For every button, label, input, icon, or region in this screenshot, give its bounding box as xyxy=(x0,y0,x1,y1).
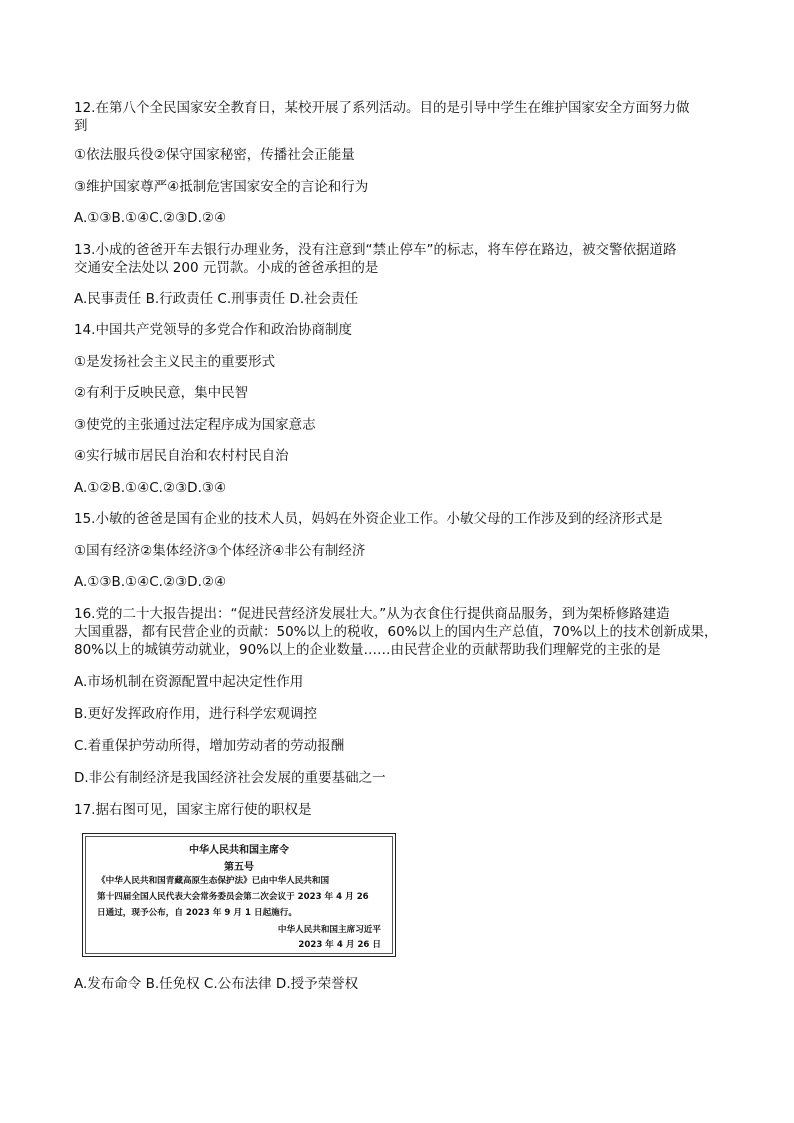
decree-body-line-3: 日通过，现予公布，自 2023 年 9 月 1 日起施行。 xyxy=(97,908,297,918)
q12-stem-line-2: 到 xyxy=(74,118,88,134)
q15-stem: 15.小敏的爸爸是国有企业的技术人员，妈妈在外资企业工作。小敏父母的工作涉及到的经济形式是 xyxy=(74,511,663,527)
q14-option-4: ④实行城市居民自治和农村村民自治 xyxy=(74,448,289,464)
q16-option-b: B.更好发挥政府作用，进行科学宏观调控 xyxy=(74,706,318,722)
decree-date: 2023 年 4 月 26 日 xyxy=(298,940,381,950)
q14-option-3: ③使党的主张通过法定程序成为国家意志 xyxy=(74,417,316,433)
q16-stem-line-2: 大国重器，都有民营企业的贡献：50%以上的税收，60%以上的国内生产总值，70%以上的技术创新成果， xyxy=(74,624,718,640)
decree-body-line-1: 《中华人民共和国青藏高原生态保护法》已由中华人民共和国 xyxy=(97,876,330,886)
q15-options: ①国有经济②集体经济③个体经济④非公有制经济 xyxy=(74,543,366,559)
q12-stem-line-1: 12.在第八个全民国家安全教育日，某校开展了系列活动。目的是引导中学生在维护国家安全方面努力做 xyxy=(74,100,690,116)
presidential-decree-figure xyxy=(82,833,396,957)
q17-answers: A.发布命令 B.任免权 C.公布法律 D.授予荣誉权 xyxy=(74,976,359,992)
q13-stem-line-2: 交通安全法处以 200 元罚款。小成的爸爸承担的是 xyxy=(74,260,379,276)
q12-answers: A.①③B.①④C.②③D.②④ xyxy=(74,210,227,226)
q12-option-1: ①依法服兵役②保守国家秘密，传播社会正能量 xyxy=(74,147,355,163)
decree-body-line-2: 第十四届全国人民代表大会常务委员会第二次会议于 2023 年 4 月 26 xyxy=(97,892,369,902)
q16-option-d: D.非公有制经济是我国经济社会发展的重要基础之一 xyxy=(74,770,386,786)
decree-signer: 中华人民共和国主席习近平 xyxy=(277,925,381,935)
q12-option-2: ③维护国家尊严④抵制危害国家安全的言论和行为 xyxy=(74,179,369,195)
q16-option-c: C.着重保护劳动所得，增加劳动者的劳动报酬 xyxy=(74,738,345,754)
decree-title: 中华人民共和国主席令 xyxy=(189,845,289,856)
q16-option-a: A.市场机制在资源配置中起决定性作用 xyxy=(74,674,304,690)
q14-answers: A.①②B.①④C.②③D.③④ xyxy=(74,480,227,496)
q17-stem: 17.据右图可见，国家主席行使的职权是 xyxy=(74,802,312,818)
decree-number: 第五号 xyxy=(224,862,254,873)
q16-stem-line-3: 80%以上的城镇劳动就业，90%以上的企业数量……由民营企业的贡献帮助我们理解党的主张的是 xyxy=(74,642,661,658)
q14-option-2: ②有利于反映民意，集中民智 xyxy=(74,385,249,401)
q14-option-1: ①是发扬社会主义民主的重要形式 xyxy=(74,354,276,370)
q14-stem: 14.中国共产党领导的多党合作和政治协商制度 xyxy=(74,322,352,338)
q15-answers: A.①③B.①④C.②③D.②④ xyxy=(74,574,227,590)
q13-answers: A.民事责任 B.行政责任 C.刑事责任 D.社会责任 xyxy=(74,291,359,307)
q13-stem-line-1: 13.小成的爸爸开车去银行办理业务，没有注意到“禁止停车”的标志，将车停在路边，被交警依据道路 xyxy=(74,242,677,258)
q16-stem-line-1: 16.党的二十大报告提出：“促进民营经济发展壮大。”从为衣食住行提供商品服务，到为架桥修路建造 xyxy=(74,606,670,622)
